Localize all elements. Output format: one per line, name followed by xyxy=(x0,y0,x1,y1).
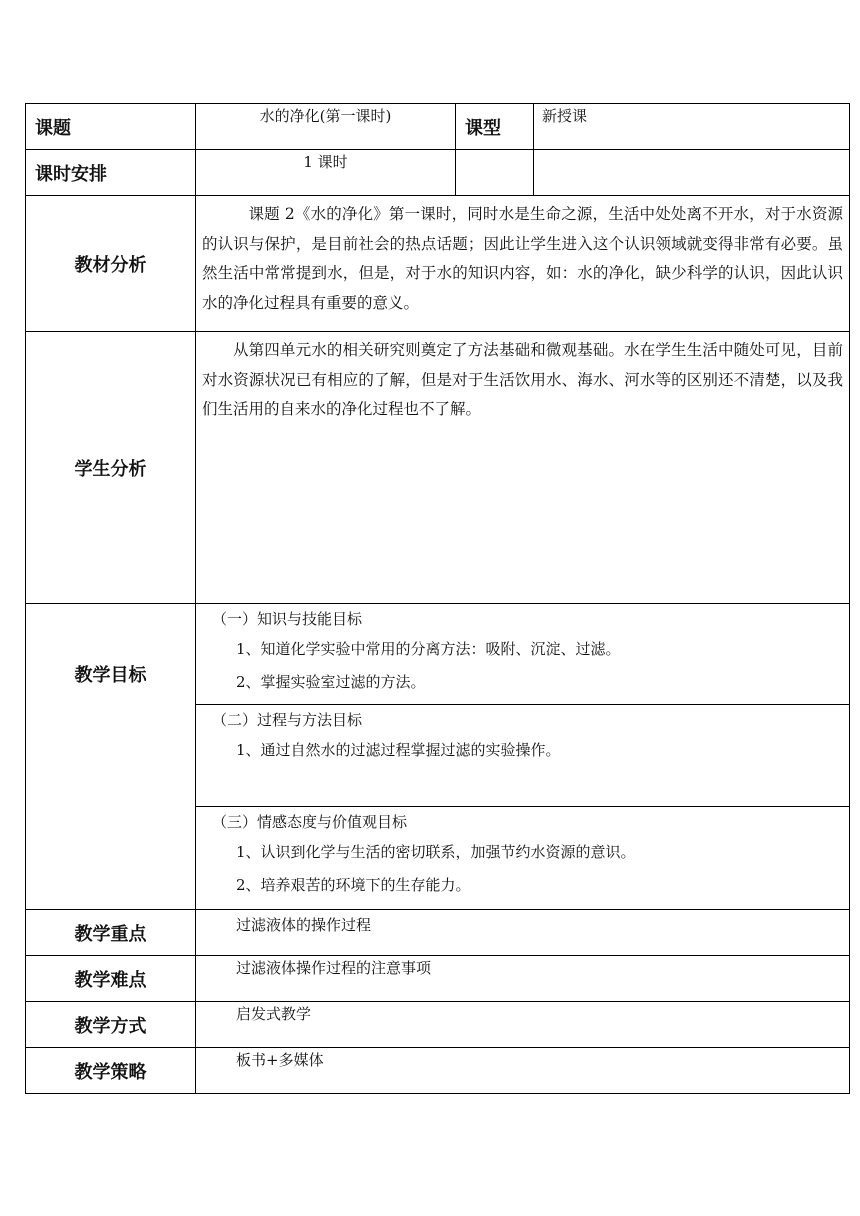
objectives-label: 教学目标 xyxy=(26,604,196,910)
strategy-row xyxy=(26,1048,850,1094)
lesson-plan-document xyxy=(25,103,849,1094)
key-point-value: 过滤液体的操作过程 xyxy=(196,910,850,956)
objective-group-heading: （一）知识与技能目标 xyxy=(212,610,363,628)
objective-group-heading: （二）过程与方法目标 xyxy=(212,711,363,729)
material-analysis-row xyxy=(26,196,850,332)
objective-item: 2、培养艰苦的环境下的生存能力。 xyxy=(236,876,471,894)
objective-item: 1、通过自然水的过滤过程掌握过滤的实验操作。 xyxy=(236,741,561,759)
key-point-label: 教学重点 xyxy=(26,910,196,956)
objective-item: 1、知道化学实验中常用的分离方法：吸附、沉淀、过滤。 xyxy=(236,640,621,658)
objective-group-process xyxy=(196,705,849,807)
difficulty-row xyxy=(26,956,850,1002)
objective-item: 2、掌握实验室过滤的方法。 xyxy=(236,673,426,691)
lesson-plan-table xyxy=(25,103,850,1094)
topic-row xyxy=(26,104,850,150)
strategy-label: 教学策略 xyxy=(26,1048,196,1094)
material-analysis-text: 课题 2《水的净化》第一课时，同时水是生命之源，生活中处处离不开水，对于水资源的认识与保护，是目前社会的热点话题；因此让学生进入这个认识领域就变得非常有必要。虽然生活中常常提到水，但是，对于水的知识内容，如：水的净化，缺少科学的认识，因此认识水的净化过程具有重要的意义。 xyxy=(196,196,850,332)
method-label: 教学方式 xyxy=(26,1002,196,1048)
empty-cell xyxy=(456,150,534,196)
topic-label: 课题 xyxy=(26,104,196,150)
difficulty-value: 过滤液体操作过程的注意事项 xyxy=(196,956,850,1002)
empty-cell xyxy=(534,150,850,196)
objective-group-attitude xyxy=(196,807,849,908)
strategy-value: 板书+多媒体 xyxy=(196,1048,850,1094)
objective-group-knowledge xyxy=(196,604,849,705)
difficulty-label: 教学难点 xyxy=(26,956,196,1002)
schedule-value: 1 课时 xyxy=(196,150,456,196)
objective-group-heading: （三）情感态度与价值观目标 xyxy=(212,813,408,831)
student-analysis-text: 从第四单元水的相关研究则奠定了方法基础和微观基础。水在学生生活中随处可见，目前对水资源状况已有相应的了解，但是对于生活饮用水、海水、河水等的区别还不清楚，以及我们生活用的自来水的净化过程也不了解。 xyxy=(196,332,850,604)
method-row xyxy=(26,1002,850,1048)
schedule-row xyxy=(26,150,850,196)
student-analysis-row xyxy=(26,332,850,604)
method-value: 启发式教学 xyxy=(196,1002,850,1048)
objective-item: 1、认识到化学与生活的密切联系，加强节约水资源的意识。 xyxy=(236,843,636,861)
lesson-type-value: 新授课 xyxy=(534,104,850,150)
student-analysis-label: 学生分析 xyxy=(26,332,196,604)
schedule-label: 课时安排 xyxy=(26,150,196,196)
topic-value: 水的净化(第一课时) xyxy=(196,104,456,150)
material-analysis-label: 教材分析 xyxy=(26,196,196,332)
lesson-type-label: 课型 xyxy=(456,104,534,150)
objectives-content xyxy=(196,604,850,910)
key-point-row xyxy=(26,910,850,956)
objectives-row xyxy=(26,604,850,910)
